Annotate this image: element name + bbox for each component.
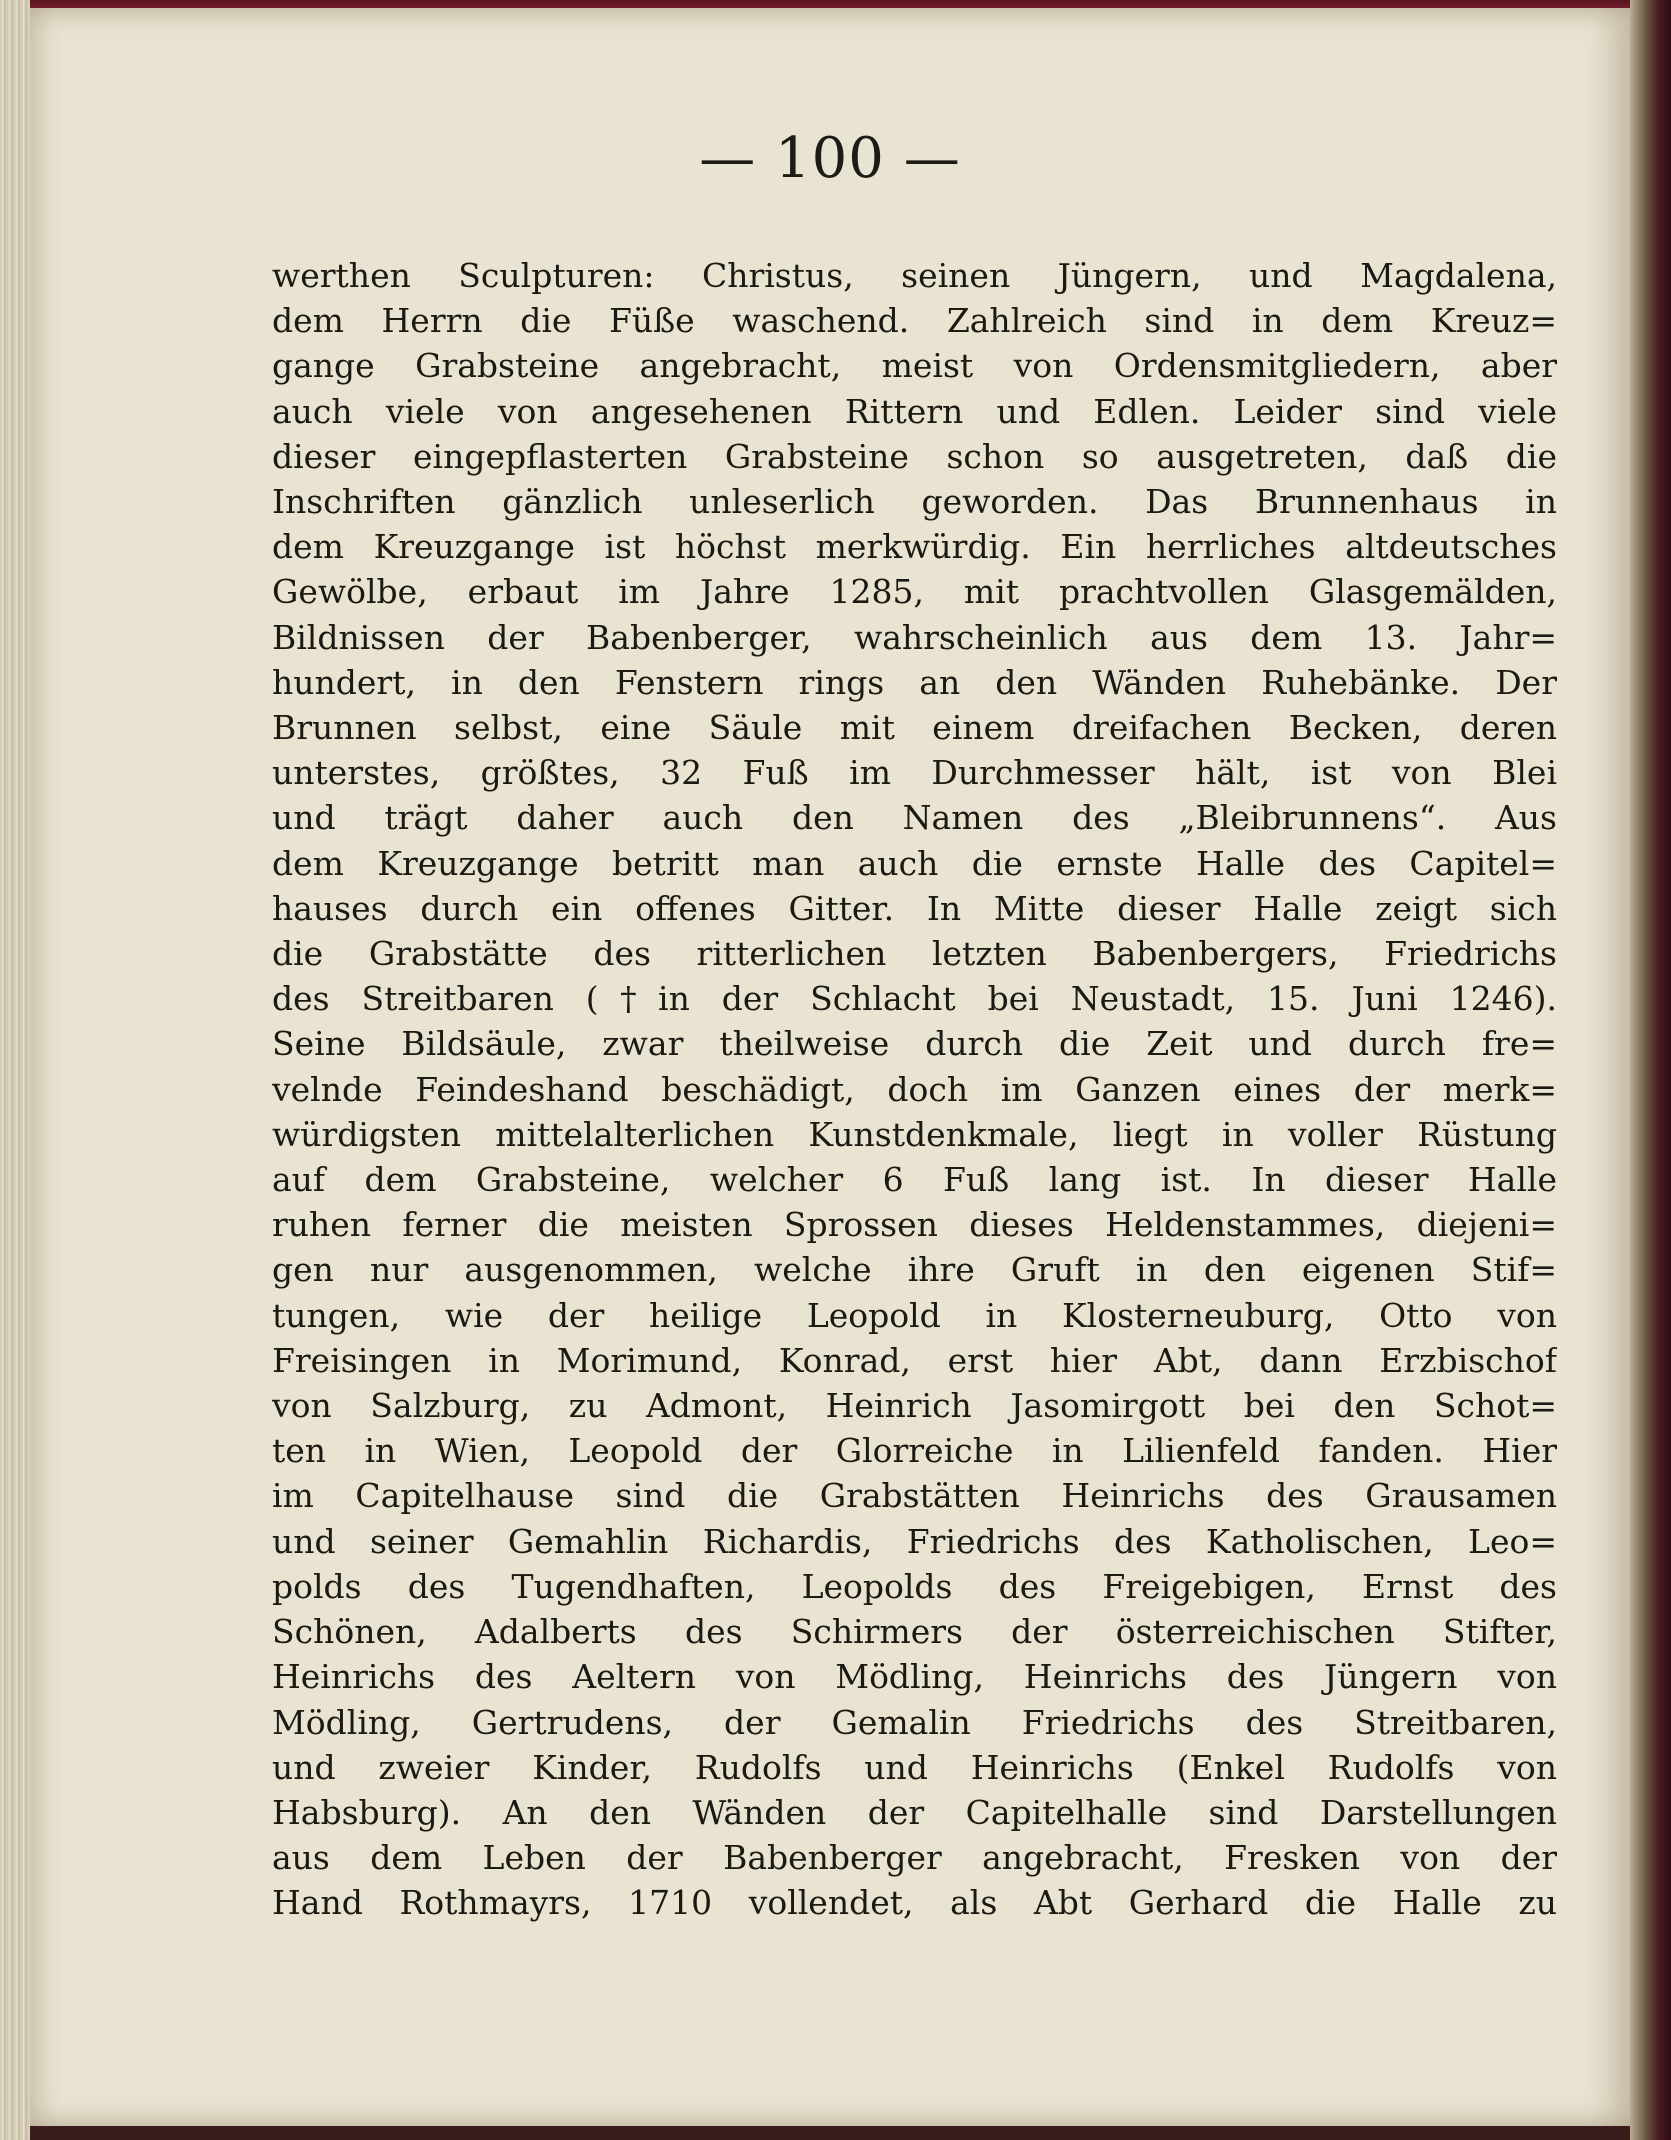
page-stack-left-edge [0, 0, 30, 2140]
text-line: Freisingen in Morimund, Konrad, erst hier Abt, dann Erzbischof [272, 1340, 1557, 1380]
text-line: und seiner Gemahlin Richardis, Friedrichs des Katholischen, Leo= [272, 1521, 1557, 1561]
text-line: gen nur ausgenommen, welche ihre Gruft in den eigenen Stif= [272, 1250, 1557, 1290]
text-line: Inschriften gänzlich unleserlich geworden. Das Brunnenhaus in [272, 482, 1557, 522]
text-line: Mödling, Gertrudens, der Gemalin Friedrichs des Streitbaren, [272, 1702, 1557, 1742]
text-line: Gewölbe, erbaut im Jahre 1285, mit prachtvollen Glasgemälden, [272, 572, 1557, 612]
text-line: und zweier Kinder, Rudolfs und Heinrichs (Enkel Rudolfs von [272, 1747, 1557, 1787]
text-line: Bildnissen der Babenberger, wahrscheinlich aus dem 13. Jahr= [272, 617, 1557, 657]
text-line: des Streitbaren (†in der Schlacht bei Neustadt, 15. Juni 1246). [272, 979, 1557, 1019]
text-line: Seine Bildsäule, zwar theilweise durch die Zeit und durch fre= [272, 1024, 1557, 1064]
text-line: ten in Wien, Leopold der Glorreiche in Lilienfeld fanden. Hier [272, 1431, 1557, 1471]
text-line: Hand Rothmayrs, 1710 vollendet, als Abt Gerhard die Halle zu [272, 1883, 1557, 1923]
text-line: würdigsten mittelalterlichen Kunstdenkmale, liegt in voller Rüstung [272, 1114, 1557, 1154]
text-line: die Grabstätte des ritterlichen letzten Babenbergers, Friedrichs [272, 934, 1557, 974]
text-line: im Capitelhause sind die Grabstätten Heinrichs des Grausamen [272, 1476, 1557, 1516]
text-line: hauses durch ein offenes Gitter. In Mitte dieser Halle zeigt sich [272, 888, 1557, 928]
text-line: von Salzburg, zu Admont, Heinrich Jasomirgott bei den Schot= [272, 1386, 1557, 1426]
book-cover-right-edge [1630, 0, 1671, 2140]
text-line: werthen Sculpturen: Christus, seinen Jüngern, und Magdalena, [272, 256, 1557, 295]
text-line: unterstes, größtes, 32 Fuß im Durchmesser hält, ist von Blei [272, 753, 1557, 793]
text-line: velnde Feindeshand beschädigt, doch im Ganzen eines der merk= [272, 1069, 1557, 1109]
page-number: — 100 — [699, 126, 961, 191]
text-line: dem Kreuzgange ist höchst merkwürdig. Ein herrliches altdeutsches [272, 527, 1557, 567]
text-line: dieser eingepflasterten Grabsteine schon so ausgetreten, daß die [272, 436, 1557, 476]
text-line: Heinrichs des Aeltern von Mödling, Heinrichs des Jüngern von [272, 1657, 1557, 1697]
text-line: hundert, in den Fenstern rings an den Wänden Ruhebänke. Der [272, 662, 1557, 702]
body-text [272, 253, 1557, 1926]
text-line: und trägt daher auch den Namen des „Bleibrunnens“. Aus [272, 798, 1557, 838]
text-line: auch viele von angesehenen Rittern und Edlen. Leider sind viele [272, 391, 1557, 431]
text-line: dem Herrn die Füße waschend. Zahlreich sind in dem Kreuz= [272, 301, 1557, 341]
text-line: ruhen ferner die meisten Sprossen dieses Heldenstammes, diejeni= [272, 1205, 1557, 1245]
text-line: Habsburg). An den Wänden der Capitelhalle sind Darstellungen [272, 1792, 1557, 1832]
text-line: dem Kreuzgange betritt man auch die ernste Halle des Capitel= [272, 843, 1557, 883]
text-line: aus dem Leben der Babenberger angebracht, Fresken von der [272, 1838, 1557, 1878]
book-page [30, 8, 1630, 2126]
text-line: Brunnen selbst, eine Säule mit einem dreifachen Becken, deren [272, 708, 1557, 748]
text-line: gange Grabsteine angebracht, meist von Ordensmitgliedern, aber [272, 346, 1557, 386]
text-line: tungen, wie der heilige Leopold in Klosterneuburg, Otto von [272, 1295, 1557, 1335]
text-line: polds des Tugendhaften, Leopolds des Freigebigen, Ernst des [272, 1566, 1557, 1606]
text-line: auf dem Grabsteine, welcher 6 Fuß lang ist. In dieser Halle [272, 1160, 1557, 1200]
text-line: Schönen, Adalberts des Schirmers der österreichischen Stifter, [272, 1612, 1557, 1652]
